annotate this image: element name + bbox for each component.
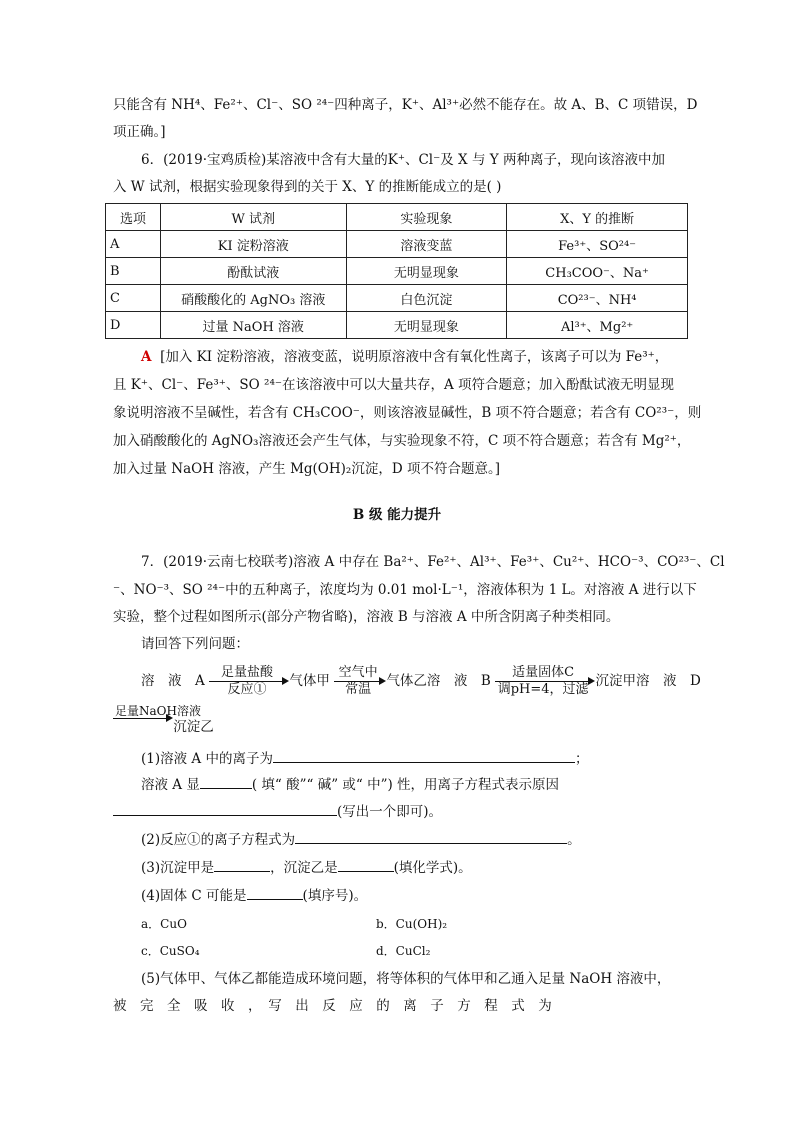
- table-cell: 硝酸酸化的 AgNO₃ 溶液: [160, 285, 346, 312]
- flow-arrow-2: [334, 665, 382, 698]
- table-cell: KI 淀粉溶液: [160, 231, 346, 258]
- flow-arrow-1: [209, 665, 285, 698]
- section-title: B 级 能力提升: [352, 507, 442, 523]
- table-cell: C: [106, 285, 161, 312]
- arrow-2-top-label: 空气中: [338, 665, 378, 680]
- table-header: 实验现象: [346, 204, 507, 231]
- sub-question-1b-label: 溶液 A 显: [141, 777, 200, 793]
- sub-question-5-line-1: (5)气体甲、气体乙都能造成环境问题，将等体积的气体甲和乙通入足量 NaOH 溶液中，: [141, 971, 671, 987]
- table-header-row: [106, 204, 688, 231]
- arrow-1-top-label: 足量盐酸: [221, 665, 274, 680]
- answer-blank-solid-c[interactable]: [247, 883, 303, 900]
- option-b: b．Cu(OH)₂: [376, 917, 448, 931]
- answer-letter: A: [141, 349, 152, 365]
- answer-6-line-5: 加入过量 NaOH 溶液，产生 Mg(OH)₂沉淀，D 项不符合题意。]: [113, 461, 500, 477]
- sub-question-1b-mid: ( 填“ 酸”“ 碱” 或“ 中”) 性，用离子方程式表示原因: [251, 777, 560, 793]
- flow-gas-yi-solution-b: 气体乙溶 液 B: [386, 673, 491, 689]
- answer-blank-acidity[interactable]: [200, 772, 252, 789]
- table-cell: 酚酞试液: [160, 258, 346, 285]
- sub-question-3-label: (3)沉淀甲是: [141, 860, 215, 876]
- flow-precipitate-yi: 沉淀乙: [173, 719, 214, 735]
- arrow-3-top-label: 适量固体C: [512, 665, 575, 680]
- answer-blank-reason[interactable]: [113, 799, 337, 816]
- table-cell: Al³⁺、Mg²⁺: [507, 312, 688, 339]
- question-7-line-4: 请回答下列问题：: [141, 636, 249, 652]
- question-7-line-1: 7．(2019·云南七校联考)溶液 A 中存在 Ba²⁺、Fe²⁺、Al³⁺、Fe³⁺、Cu²⁺、HCO⁻³、CO²³⁻、Cl: [141, 554, 725, 570]
- table-header: 选项: [106, 204, 161, 231]
- table-cell: 白色沉淀: [346, 285, 507, 312]
- answer-blank-ions[interactable]: [273, 746, 575, 763]
- flow-precipitate-jia-solution-d: 沉淀甲溶 液 D: [595, 673, 701, 689]
- answer-6-line-3: 象说明溶液不呈碱性，若含有 CH₃COO⁻，则该溶液显碱性，B 项不符合题意；若含有 CO²³⁻，则: [113, 405, 702, 421]
- option-a: a．CuO: [141, 917, 187, 931]
- table-row: [106, 312, 688, 339]
- sub-question-3: [141, 855, 713, 882]
- flow-arrow-3: [495, 665, 591, 698]
- options-table: [105, 203, 688, 339]
- table-cell: B: [106, 258, 161, 285]
- prev-answer-line-1: 只能含有 NH⁴、Fe²⁺、Cl⁻、SO ²⁴⁻四种离子，K⁺、Al³⁺必然不能存在。故 A、B、C 项错误，D: [113, 97, 698, 113]
- answer-blank-precipitate-jia[interactable]: [214, 855, 270, 872]
- sub-question-4-label: (4)固体 C 可能是: [141, 888, 247, 904]
- table-cell: 溶液变蓝: [346, 231, 507, 258]
- arrow-1-bottom-label: 反应①: [227, 682, 267, 697]
- table-header: W 试剂: [160, 204, 346, 231]
- sub-question-4: [141, 883, 713, 910]
- table-cell: 过量 NaOH 溶液: [160, 312, 346, 339]
- question-6-line-1: 6．(2019·宝鸡质检)某溶液中含有大量的K⁺、Cl⁻及 X 与 Y 两种离子，现向该溶液中加: [141, 152, 665, 168]
- sub-question-2-end: 。: [567, 832, 581, 848]
- table-cell: A: [106, 231, 161, 258]
- table-row: [106, 258, 688, 285]
- table-cell: 无明显现象: [346, 312, 507, 339]
- flow-arrow-4: [113, 704, 201, 719]
- arrow-4-top-label: 足量NaOH溶液: [115, 704, 201, 718]
- sub-question-1b: [141, 772, 713, 799]
- table-cell: CH₃COO⁻、Na⁺: [507, 258, 688, 285]
- table-cell: D: [106, 312, 161, 339]
- flow-diagram-row-1: [141, 660, 701, 702]
- flow-solution-a: 溶 液 A: [141, 673, 205, 689]
- question-7-line-2: ⁻、NO⁻³、SO ²⁴⁻中的五种离子，浓度均为 0.01 mol·L⁻¹，溶液体积为 1 L。对溶液 A 进行以下: [113, 582, 697, 598]
- prev-answer-line-2: 项正确。]: [113, 124, 166, 140]
- sub-question-1a: [141, 746, 713, 773]
- sub-question-1c: [113, 799, 685, 826]
- answer-blank-precipitate-yi[interactable]: [338, 855, 394, 872]
- sub-question-2: [141, 827, 713, 854]
- answer-6-text-1: [加入 KI 淀粉溶液，溶液变蓝，说明原溶液中含有氧化性离子，该离子可以为 Fe³⁺，: [160, 349, 669, 365]
- question-7-line-3: 实验，整个过程如图所示(部分产物省略)，溶液 B 与溶液 A 中所含阴离子种类相同。: [113, 609, 620, 625]
- option-c: c．CuSO₄: [141, 944, 200, 958]
- sub-question-1a-label: (1)溶液 A 中的离子为: [141, 751, 273, 767]
- sub-question-3-mid: ，沉淀乙是: [270, 860, 338, 876]
- answer-6-line-1: [141, 344, 713, 371]
- table-cell: CO²³⁻、NH⁴: [507, 285, 688, 312]
- flow-gas-jia: 气体甲: [289, 673, 330, 689]
- answer-blank-equation-1[interactable]: [295, 827, 567, 844]
- sub-question-1a-end: ；: [574, 751, 589, 767]
- table-header: X、Y 的推断: [507, 204, 688, 231]
- arrow-2-bottom-label: 常温: [345, 682, 372, 697]
- table-cell: 无明显现象: [346, 258, 507, 285]
- table-cell: Fe³⁺、SO²⁴⁻: [507, 231, 688, 258]
- sub-question-4-end: (填序号)。: [302, 888, 368, 904]
- sub-question-2-label: (2)反应①的离子方程式为: [141, 832, 296, 848]
- question-6-line-2: 入 W 试剂，根据实验现象得到的关于 X、Y 的推断能成立的是( ): [113, 179, 502, 195]
- answer-6-line-2: 且 K⁺、Cl⁻、Fe³⁺、SO ²⁴⁻在该溶液中可以大量共存，A 项符合题意；加入酚酞试液无明显现: [113, 377, 675, 393]
- table-row: [106, 231, 688, 258]
- arrow-3-bottom-label: 调pH=4，过滤: [497, 682, 589, 697]
- option-d: d．CuCl₂: [376, 944, 431, 958]
- sub-question-1c-end: (写出一个即可)。: [337, 804, 443, 820]
- sub-question-3-end: (填化学式)。: [393, 860, 472, 876]
- flow-diagram-row-2: [113, 704, 313, 734]
- answer-6-line-4: 加入硝酸酸化的 AgNO₃溶液还会产生气体，与实验现象不符，C 项不符合题意；若含有 Mg²⁺，: [113, 433, 691, 449]
- table-row: [106, 285, 688, 312]
- sub-question-5-line-2: 被 完 全 吸 收 ， 写 出 反 应 的 离 子 方 程 式 为: [113, 998, 552, 1014]
